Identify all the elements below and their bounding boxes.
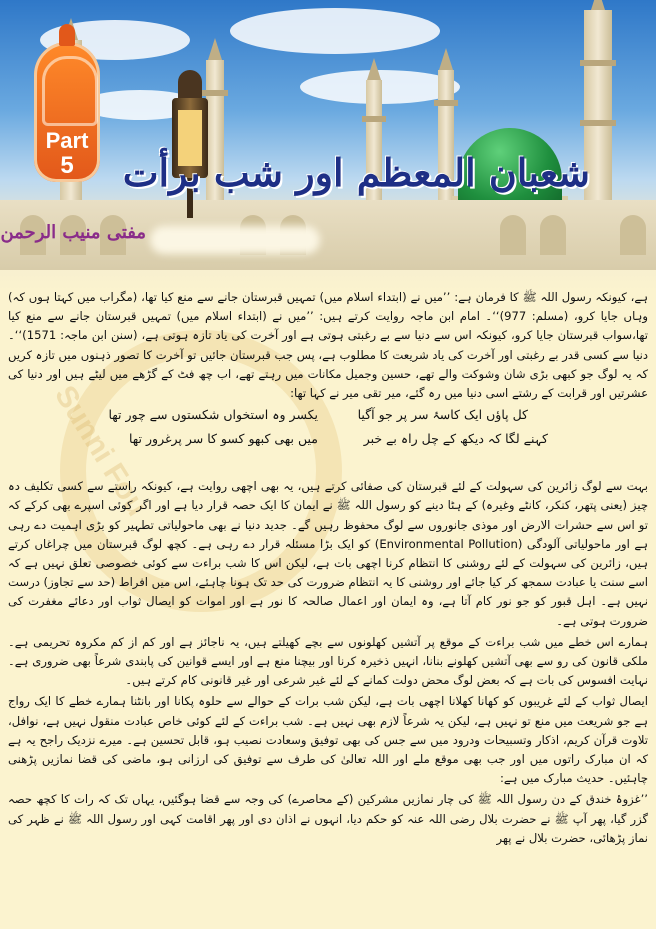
- paragraph: ہمارے اس خطے میں شب براءت کے موقع پر آتشیں کھلونوں سے بچے کھیلتے ہیں، یہ ناجائز ہے اور کم از کم مکروہ تحریمی ہے۔ ملکی قانون کی رو سے بھی آتشیں کھلونے بنانا، انہیں ذخیرہ کرنا اور بیچنا منع ہے اور ایسے قوانین کی پابندی شرعاً بھی ضروری ہے۔ نہایت افسوس کی بات ہے کہ بعض لوگ محض دولت کمانے کے لئے غیر شرعی اور غیر قانونی کام کرتے ہیں۔: [8, 634, 648, 688]
- part-number: 5: [60, 152, 74, 179]
- verse-line: کہنے لگا کہ دیکھ کے چل راہ بے خبر: [363, 431, 548, 447]
- article-body: [8, 288, 648, 850]
- paragraph: ہے، کیونکہ رسول اللہ ﷺ کا فرمان ہے: ’’میں نے (ابتداء اسلام میں) تمہیں قبرستان جانے سے منع کیا تھا، (مگراب میں کہتا ہوں کہ) وہاں جایا کرو، (مسلم: 977)‘‘۔ امام ابن ماجہ روایت کرتے ہیں: ’’میں نے (ابتداء اسلام میں) تمہیں قبرستان جانے سے منع کیا تھا،سواب قبرستان جایا کرو، کیونکہ اس سے دنیا سے بے رغبتی ہوتی ہے اور آخرت کی یاد تازہ ہوتی ہے، (سنن ابن ماجہ: 1571)‘‘۔ دنیا سے کسی قدر بے رغبتی اور آخرت کی یاد شریعت کا مطلوب ہے، پس جب قبرستان جائیں تو آخرت کا تصور ذہنوں میں تازہ کریں کہ یہ لوگ جو کبھی بڑی شان وشوکت والے تھے، حسین وجمیل مکانات میں رہتے تھے، اب چھ فٹ کے گڑھے میں لیٹے ہیں اور دنیا کی عشرتیں اور قرابت کے رشتے اسی دنیا میں رہ گئے، میر تقی میر نے کہا تھا:: [8, 290, 648, 401]
- verse-line: کل پاؤں ایک کاسۂ سر پر جو آگیا: [357, 407, 528, 423]
- paragraph: بہت سے لوگ زائرین کی سہولت کے لئے قبرستان کی صفائی کرتے ہیں، یہ بھی اچھی روایت ہے، کیونکہ راستے سے کسی تکلیف دہ چیز (یعنی پتھر، کنکر، کانٹے وغیرہ) کے ہٹا دینے کو رسول اللہ ﷺ نے ایمان کا ایک حصہ قرار دیا ہے اور اگر کوئی اسپرے بھی کرکے کہ تو اس سے حشرات الارض اور موذی جانوروں سے لوگ محفوظ رہیں گے۔ جدید دنیا نے بھی ماحولیاتی تطہیر کو بڑی اہمیت دے رہی ہے اور ماحولیاتی آلودگی (Environmental Pollution) کو ایک بڑا مسئلہ قرار دے رہی ہے۔ کچھ لوگ قبرستان میں چراغاں کرتے ہیں، زائرین کی سہولت کے لئے روشنی کا انتظام کرنا اچھی بات ہے، لیکن اس کا شب براءت سے کوئی خصوصی تعلق نہیں ہے کہ اسے سنت یا عبادت سمجھ کر کیا جائے اور روشنی کا یہ انتظام ضرورت کی حد تک ہونا چاہئے، اس میں افراط (حد سے تجاوز) درست نہیں ہے۔ اہل قبور کو جو نور کام آتا ہے، وہ ایمان اور اعمال صالحہ کا نور ہے اور اموات کو ایصال ثواب اور دعائے مغفرت کی ضرورت ہوتی ہے۔: [8, 479, 648, 628]
- paragraph: ایصال ثواب کے لئے غریبوں کو کھانا کھلانا اچھی بات ہے، لیکن شب برات کے حوالے سے حلوہ پکانا اور بانٹنا ہمارے خطے کا ایک رواج ہے جو شریعت میں منع تو نہیں ہے، لیکن یہ شرعاً لازم بھی نہیں ہے۔ شب براءت کے لئے کوئی خاص عبادت منقول نہیں ہے، نوافل، تلاوت قرآن کریم، اذکار وتسبیحات ودرود میں سے جس کی بھی توفیق وسعادت نصیب ہو، قابل تحسین ہے۔ میرے نزدیک راجح یہ ہے کہ ان مبارک راتوں میں اور جب بھی موقع ملے اور اللہ تعالیٰ کی طرف سے توفیق کی ارزانی ہو، ماضی کی قضا نمازیں پڑھنی چاہئیں۔ حدیث مبارک میں ہے:: [8, 694, 648, 786]
- watermark-text: Sunni Fou: [48, 380, 154, 522]
- article-title: شعبان المعظم اور شب برأت: [122, 150, 590, 195]
- verse-line: یکسر وہ استخواں شکستوں سے چور تھا: [108, 407, 318, 423]
- poem: [8, 405, 648, 477]
- verse-line: میں بھی کبھو کسو کا سر پرغرور تھا: [128, 431, 318, 447]
- author-name: مفتی منیب الرحمن: [0, 222, 146, 243]
- paragraph: ’’غزوۂ خندق کے دن رسول اللہ ﷺ کی چار نمازیں مشرکین (کے محاصرے) کی وجہ سے قضا ہوگئیں، یہاں تک کہ رات کا کچھ حصہ گزر گیا، پھر آپ ﷺ نے حضرت بلال رضی اللہ عنہ کو حکم دیا، انہوں نے اذان دی اور پھر اقامت کہی اور رسول اللہ ﷺ نے ظہر کی نماز پڑھائی، حضرت بلال نے پھر: [8, 792, 648, 845]
- header-banner: [0, 0, 656, 290]
- part-badge: [34, 42, 100, 182]
- part-label: Part: [45, 128, 89, 153]
